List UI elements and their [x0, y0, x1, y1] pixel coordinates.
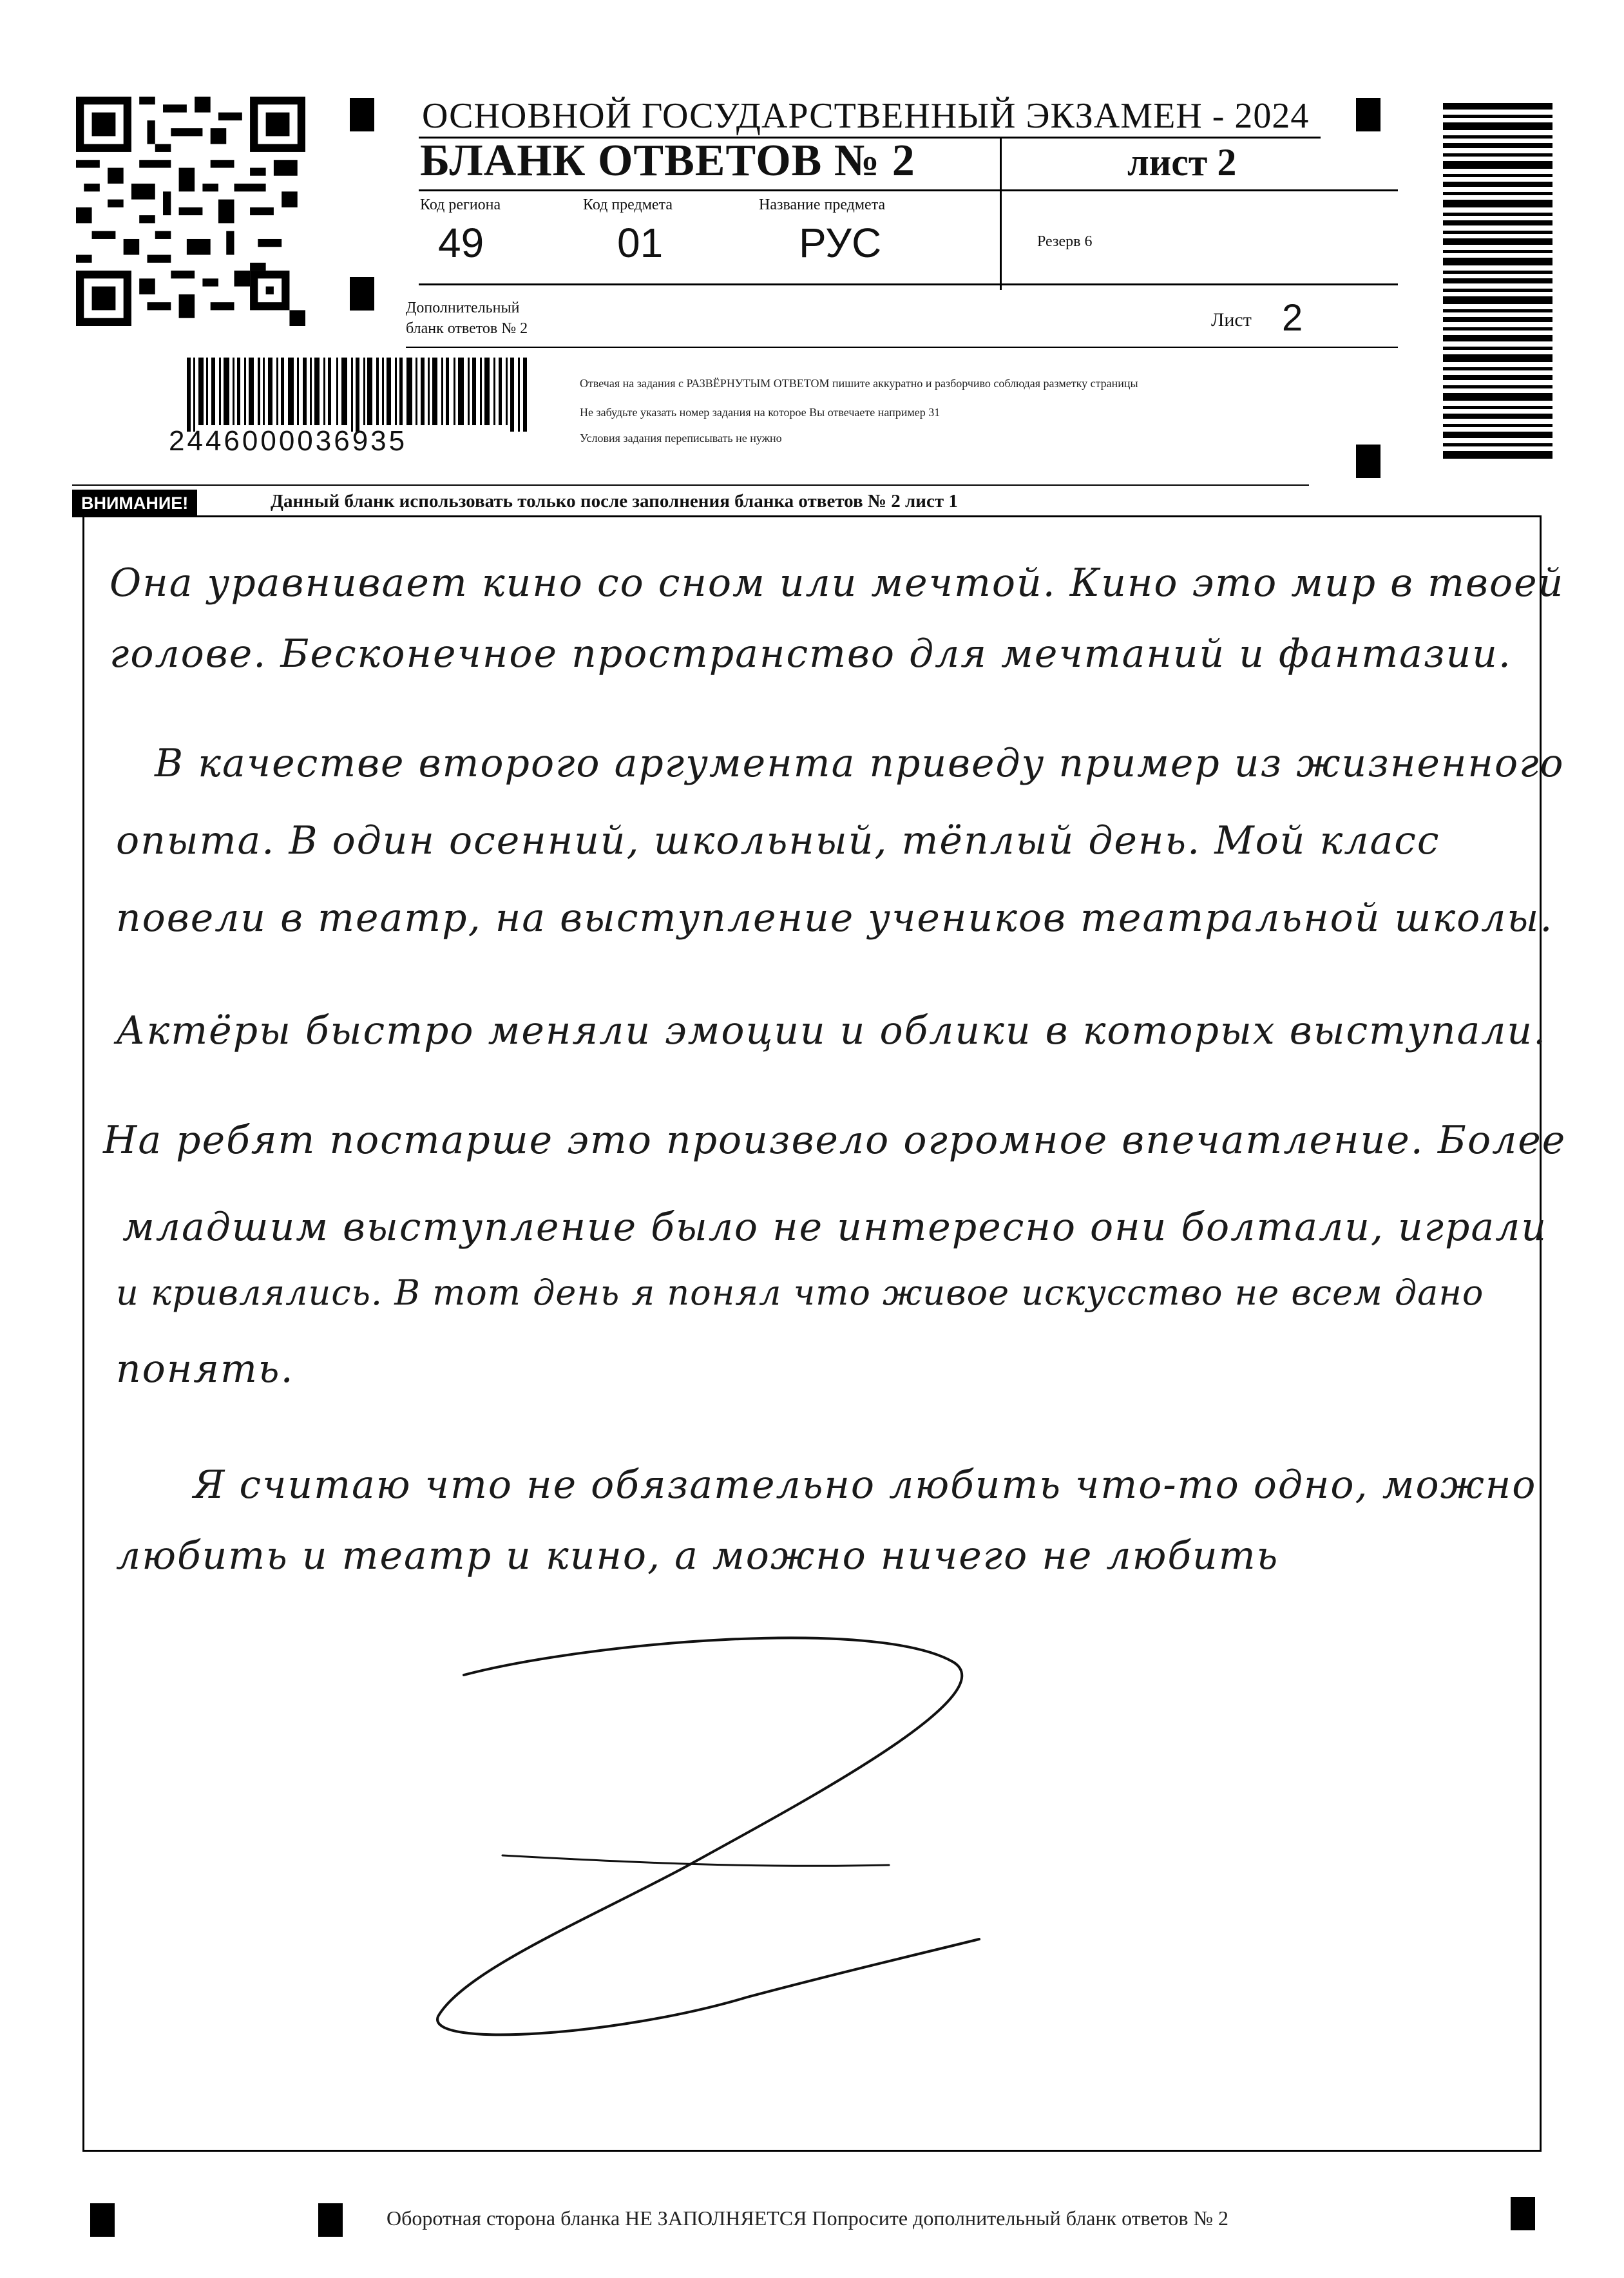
answer-line-10: понять. — [116, 1346, 294, 1392]
region-value: 49 — [438, 220, 484, 266]
footer-note: Оборотная сторона бланка НЕ ЗАПОЛНЯЕТСЯ Попросите дополнительный бланк ответов № 2 — [387, 2206, 1228, 2230]
instruction-line-3: Условия задания переписывать не нужно — [580, 432, 782, 445]
side-barcode — [1443, 103, 1552, 464]
header-divider — [1000, 138, 1002, 290]
qr-code — [76, 97, 305, 326]
z-strike-mark — [425, 1636, 1005, 2049]
alignment-marker-bottom-left — [90, 2203, 115, 2237]
answer-line-11: Я считаю что не обязательно любить что-то одно, можно — [193, 1462, 1537, 1508]
answer-line-7: На ребят постарше это произвело огромное впечатление. Более — [103, 1118, 1567, 1163]
region-label: Код региона — [420, 196, 501, 213]
subject-code-label: Код предмета — [583, 196, 673, 213]
sheet-barcode — [187, 358, 528, 432]
answer-line-12: любить и театр и кино, а можно ничего не любить — [116, 1533, 1279, 1578]
alignment-marker-top-right — [1356, 98, 1380, 131]
barcode-number: 2446000036935 — [169, 425, 408, 457]
answer-line-6: Актёры быстро меняли эмоции и облики в которых выступали. — [116, 1008, 1547, 1053]
additional-form-label-1: Дополнительный — [406, 300, 520, 316]
form-title: БЛАНК ОТВЕТОВ № 2 — [420, 136, 915, 186]
alignment-marker-top-left — [350, 98, 374, 131]
subject-code-value: 01 — [617, 220, 664, 266]
reserve-label: Резерв 6 — [1037, 233, 1093, 250]
answer-line-3: В качестве второго аргумента приведу пример из жизненного — [155, 741, 1565, 786]
answer-line-9: и кривлялись. В тот день я понял что живое искусство не всем дано — [116, 1272, 1484, 1313]
alignment-marker-bottom-right — [1511, 2197, 1535, 2230]
sheet-number-value: 2 — [1282, 297, 1303, 339]
alignment-marker-bottom-mid — [318, 2203, 343, 2237]
additional-rule — [406, 347, 1398, 348]
answer-line-5: повели в театр, на выступление учеников театральной школы. — [116, 895, 1554, 941]
answer-line-4: опыта. В один осенний, школьный, тёплый день. Мой класс — [116, 818, 1440, 863]
alignment-marker-mid-left — [350, 277, 374, 311]
instruction-line-1: Отвечая на задания с РАЗВЁРНУТЫМ ОТВЕТОМ пишите аккуратно и разборчиво соблюдая разметку страницы — [580, 377, 1138, 390]
warning-rule — [72, 484, 1309, 486]
answer-line-1: Она уравнивает кино со сном или мечтой. Кино это мир в твоей — [110, 560, 1565, 606]
exam-title: ОСНОВНОЙ ГОСУДАРСТВЕННЫЙ ЭКЗАМЕН - 2024 — [422, 96, 1310, 136]
answer-line-2: голове. Бесконечное пространство для мечтаний и фантазии. — [110, 631, 1512, 676]
instruction-line-2: Не забудьте указать номер задания на которое Вы отвечаете например 31 — [580, 406, 941, 419]
header-mid-rule — [419, 189, 1398, 191]
warning-badge: ВНИМАНИЕ! — [72, 490, 197, 517]
subject-name-label: Название предмета — [759, 196, 886, 213]
sheet-number-label: Лист — [1211, 309, 1252, 330]
header-bottom-rule — [419, 283, 1398, 285]
answer-line-8: младшим выступление было не интересно они болтали, играли — [122, 1205, 1547, 1250]
sheet-title: лист 2 — [1127, 141, 1237, 184]
alignment-marker-right — [1356, 445, 1380, 478]
additional-form-label-2: бланк ответов № 2 — [406, 320, 528, 337]
subject-name-value: РУС — [799, 220, 882, 266]
warning-text: Данный бланк использовать только после заполнения бланка ответов № 2 лист 1 — [271, 491, 958, 512]
